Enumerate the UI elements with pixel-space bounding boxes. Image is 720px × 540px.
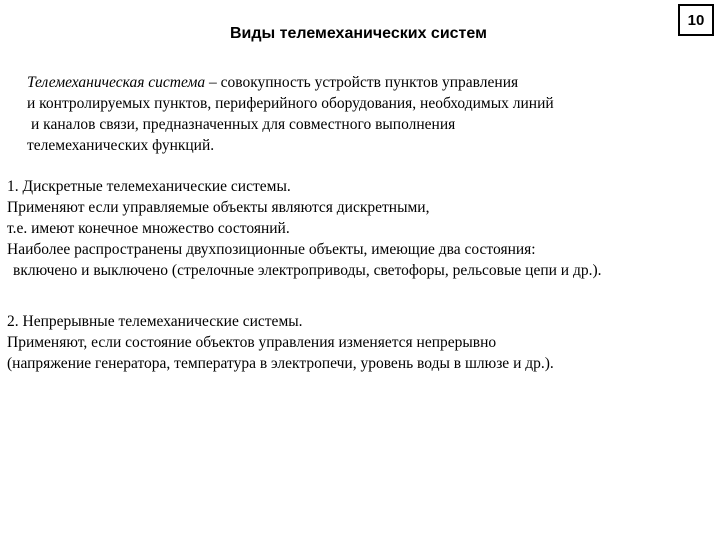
section-2-heading: 2. Непрерывные телемеханические системы. [7,313,303,330]
section-continuous-systems [7,311,554,374]
section-1-line-3: Наиболее распространены двухпозиционные объекты, имеющие два состояния: [7,241,536,258]
definition-line-2: и контролируемых пунктов, периферийного оборудования, необходимых линий [27,95,554,112]
definition-line-1-rest: – совокупность устройств пунктов управления [205,74,519,91]
section-1-line-2: т.е. имеют конечное множество состояний. [7,220,290,237]
section-1-heading: 1. Дискретные телемеханические системы. [7,178,291,195]
definition-line-1 [27,72,554,93]
section-2-line-2: (напряжение генератора, температура в электропечи, уровень воды в шлюзе и др.). [7,355,554,372]
definition-line-3: и каналов связи, предназначенных для совместного выполнения [31,116,456,133]
page-number: 10 [687,11,705,29]
definition-line-4: телемеханических функций. [27,137,215,154]
section-discrete-systems [7,176,602,281]
page-number-box [678,4,714,36]
section-1-line-4: включено и выключено (стрелочные электроприводы, светофоры, рельсовые цепи и др.). [13,262,602,279]
definition-term: Телемеханическая система [27,74,206,91]
section-1-line-1: Применяют если управляемые объекты являются дискретными, [7,199,430,216]
section-2-line-1: Применяют, если состояние объектов управления изменяется непрерывно [7,334,497,351]
slide-title: Виды телемеханических систем [230,25,487,42]
definition-paragraph [27,72,554,156]
